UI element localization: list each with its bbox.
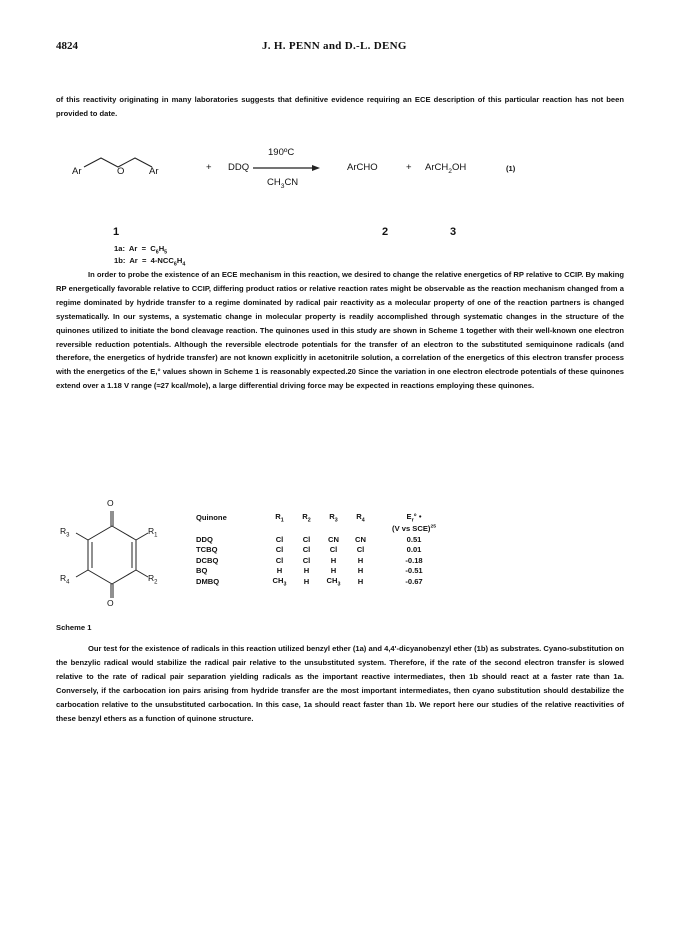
table-row bbox=[196, 555, 454, 566]
header-potential: $E_r^\circ$ • bbox=[406, 512, 422, 524]
header-potential-units: (V vs SCE)$^{25}$ bbox=[392, 524, 436, 534]
cell-r3: CN bbox=[328, 534, 339, 544]
reaction-solvent: $CH_3CN$ bbox=[267, 177, 299, 190]
plus-sign-2: + bbox=[406, 162, 412, 173]
quinone-name: BQ bbox=[196, 566, 208, 576]
cell-r1: Cl bbox=[275, 545, 284, 555]
quinone-name: DCBQ bbox=[196, 555, 219, 565]
cell-r3: $CH_3$ bbox=[326, 576, 341, 588]
cell-r2: Cl bbox=[302, 555, 311, 565]
aryl-right-label: Ar bbox=[149, 166, 159, 177]
plus-sign: + bbox=[206, 162, 212, 173]
ring-oxygen-top: O bbox=[107, 498, 114, 508]
paragraph-2-text: Our test for the existence of radicals in this reaction utilized benzyl ether (1a) and 4,4'-dicyanobenzyl ether (1b) as substrates. Cyano-substitution on the benzylic radical would stabilize the radical pair relative to the unsubstituted system. Therefore, if the rate of the second electron transfer is slowed relative to the rate of radical pair separation yielding radicals as the important reactive intermediates, then 1b should react at a faster rate than 1a. Conversely, if the carbocation ion pairs arising from hydride transfer are the most important intermediates, then cyano substitution should destabilize the carbocation relative to the unsubstituted carbocation. In this case, 1a should react faster than 1b. We report here our studies of the relative reactivities of these benzyl ethers as a function of quinone structure. bbox=[56, 644, 624, 723]
equation-number: (1) bbox=[506, 164, 516, 173]
reaction-temperature: 190ºC bbox=[268, 147, 295, 158]
cell-r3: Cl bbox=[329, 545, 338, 555]
cell-potential: 0.01 bbox=[406, 545, 422, 555]
intro-paragraph: of this reactivity originating in many laboratories suggests that definitive evidence requiring an ECE description of this particular reaction has not been provided to date. bbox=[56, 95, 624, 118]
page-number: 4824 bbox=[56, 40, 78, 52]
header-r1: $R_1$ bbox=[275, 512, 284, 524]
body-paragraph-2 bbox=[56, 642, 624, 725]
body-paragraph-1 bbox=[56, 268, 624, 393]
quinone-ring-structure bbox=[56, 498, 176, 613]
cell-potential: -0.51 bbox=[405, 566, 423, 576]
compound-label-2: 2 bbox=[382, 226, 389, 238]
ether-oxygen-label: O bbox=[117, 166, 125, 177]
cell-r2: Cl bbox=[302, 534, 311, 544]
cell-r1: Cl bbox=[275, 534, 284, 544]
cell-r3: H bbox=[330, 555, 337, 565]
cell-potential: -0.18 bbox=[405, 555, 423, 565]
variant-1b: 1b: $Ar = 4-NCC_6H_4$ bbox=[114, 256, 186, 268]
ring-label-r3: $R_3$ bbox=[60, 526, 70, 539]
ring-oxygen-bottom: O bbox=[107, 598, 114, 608]
table-row bbox=[196, 576, 454, 588]
ring-label-r1: $R_1$ bbox=[148, 526, 158, 539]
aryl-left-label: Ar bbox=[72, 166, 82, 177]
ring-label-r4: $R_4$ bbox=[60, 573, 70, 586]
cell-r2: Cl bbox=[302, 545, 311, 555]
cell-r4: H bbox=[357, 577, 364, 587]
table-units-row bbox=[196, 524, 454, 535]
quinone-name: DDQ bbox=[196, 534, 213, 544]
product-alcohol: ArCH$_2$OH bbox=[425, 162, 467, 175]
cell-r3: H bbox=[330, 566, 337, 576]
paragraph-1-text: In order to probe the existence of an ECE mechanism in this reaction, we desired to change the relative energetics of RP relative to CCIP. By making RP energetically favorable relative to CCIP, differing product ratios or relative reaction rates might be observable as the reaction mechanism changed from a regime dominated by hydride transfer to a regime dominated by radical pair reactivity as a molecular property of one of the reaction partners is changed systematically. In our systems, a systematic change in molecular property is readily accomplished through systematic changes in the structure of the quinones utilized to initiate the bond cleavage reaction. The quinones used in this study are shown in Scheme 1 together with their well-known one electron reversible reduction potentials. Although the reversible electrode potentials for the transfer of an electron to the substituted semiquinone radicals (and therefore, the energetics of hydride transfer) are not known explicitly in acetonitrile solution, a correlation of the energetics of this electron transfer process with the energetics of the E,° values shown in Scheme 1 is reasonably expected.20 Since the variation in one electron electrode potentials of these quinones extend over a 1.18 V range (≈27 kcal/mole), a large differential driving force may be expected in reactions employing these quinones. bbox=[56, 270, 624, 391]
table-header-row bbox=[196, 512, 454, 524]
header-quinone: Quinone bbox=[196, 513, 227, 523]
cell-r4: H bbox=[357, 555, 364, 565]
header-r2: $R_2$ bbox=[302, 512, 311, 524]
compound-label-3: 3 bbox=[450, 226, 457, 238]
ring-label-r2: $R_2$ bbox=[148, 573, 158, 586]
variant-1a: 1a: $Ar = C_6H_5$ bbox=[114, 244, 168, 256]
cell-r1: H bbox=[276, 566, 283, 576]
table-row bbox=[196, 545, 454, 556]
cell-potential: 0.51 bbox=[406, 534, 422, 544]
product-aldehyde: ArCHO bbox=[347, 162, 378, 173]
compound-label-1: 1 bbox=[113, 226, 120, 238]
table-row bbox=[196, 566, 454, 577]
reagent-ddq: DDQ bbox=[228, 162, 250, 173]
cell-r4: CN bbox=[355, 534, 366, 544]
cell-r1: $CH_3$ bbox=[272, 576, 287, 588]
cell-r4: H bbox=[357, 566, 364, 576]
quinone-name: DMBQ bbox=[196, 577, 220, 587]
header-r3: $R_3$ bbox=[329, 512, 338, 524]
cell-potential: -0.67 bbox=[405, 577, 423, 587]
header-r4: $R_4$ bbox=[356, 512, 365, 524]
table-row bbox=[196, 534, 454, 545]
cell-r4: Cl bbox=[356, 545, 365, 555]
scheme-caption: Scheme 1 bbox=[56, 623, 92, 632]
quinone-potential-table bbox=[196, 512, 454, 588]
ether-structure-drawing bbox=[56, 140, 624, 240]
cell-r2: H bbox=[303, 566, 310, 576]
cell-r1: Cl bbox=[275, 555, 284, 565]
reaction-equation bbox=[56, 140, 624, 275]
running-header: J. H. PENN and D.-L. DENG bbox=[262, 40, 407, 52]
quinone-name: TCBQ bbox=[196, 545, 218, 555]
cell-r2: H bbox=[303, 577, 310, 587]
